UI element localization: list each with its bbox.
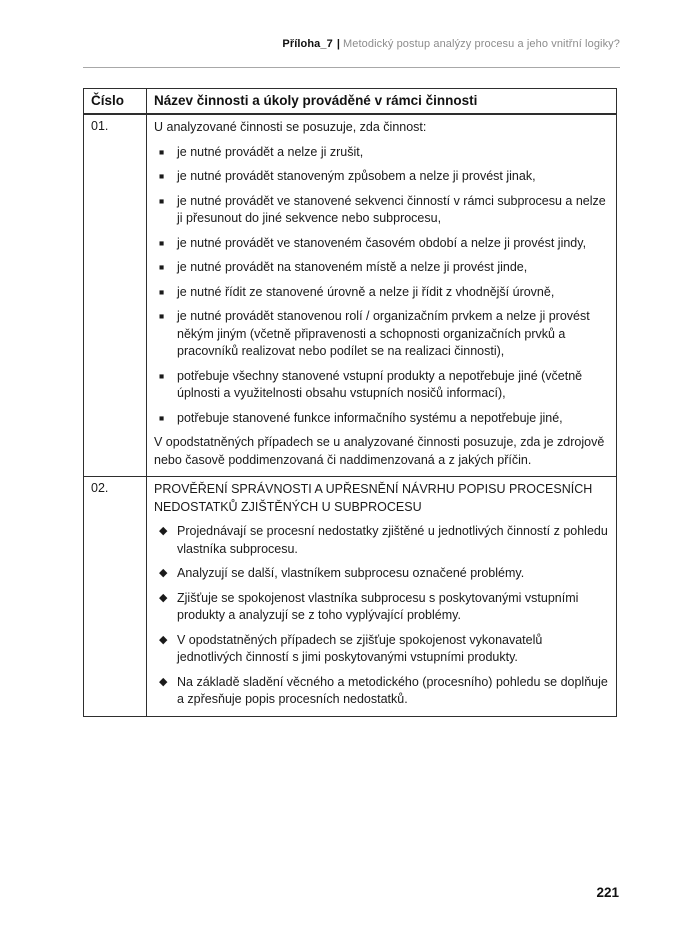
header-title: Metodický postup analýzy procesu a jeho vnitřní logiky? [343,38,620,50]
list-item [154,308,608,361]
list-item [154,674,608,709]
activities-table [83,88,617,717]
list-item-text: Projednávají se procesní nedostatky zjištěné u jednotlivých činností z pohledu vlastníka subprocesu. [177,524,608,556]
table-row [84,114,617,477]
row-number: 01. [84,114,147,477]
list-item [154,523,608,558]
list-item [154,284,608,302]
list-item [154,410,608,428]
list-item-text: je nutné provádět a nelze ji zrušit, [177,144,364,159]
table-header-row [84,89,617,115]
list-item [154,193,608,228]
diamond-bullet-icon: ◆ [159,675,168,688]
list-item [154,259,608,277]
list-item-text: je nutné provádět stanovenou rolí / organizačním prvkem a nelze ji provést někým jiným (včetně připravenosti a schopnosti organizačních prvků a pracovníků realizovat nebo podílet se na realizaci činnosti), [177,309,590,358]
list-item-text: V opodstatněných případech se zjišťuje spokojenost vykonavatelů jednotlivých činností s jimi poskytovanými vstupními produkty. [177,632,543,664]
list-item [154,368,608,403]
list-item-text: Zjišťuje se spokojenost vlastníka subprocesu s poskytovanými vstupními produkty a analyzují se z toho vyplývající problémy. [177,590,579,622]
list-item [154,235,608,253]
square-bullet-icon: ■ [159,370,165,381]
row-content [147,477,617,717]
list-item [154,168,608,186]
list-item-text: je nutné provádět stanoveným způsobem a nelze ji provést jinak, [177,169,536,183]
header-rule [83,67,620,68]
list-item-text: je nutné provádět na stanoveném místě a nelze ji provést jinde, [177,260,528,274]
square-bullet-icon: ■ [159,237,165,248]
diamond-bullet-icon: ◆ [159,591,168,604]
row-number: 02. [84,477,147,717]
list-item-text: je nutné řídit ze stanovené úrovně a nelze ji řídit z vhodnější úrovně, [177,284,555,299]
row-content [147,114,617,477]
square-bullet-icon: ■ [159,146,165,157]
column-header-number: Číslo [84,89,147,115]
square-bullet-icon: ■ [159,262,165,272]
list-item-text: potřebuje všechny stanovené vstupní produkty a nepotřebuje jiné (včetně úplnosti a využitelnosti obsahu vstupních nosičů informací), [177,368,583,400]
list-item-text: potřebuje stanovené funkce informačního systému a nepotřebuje jiné, [177,410,563,425]
list-item-text: je nutné provádět ve stanovené sekvenci činností v rámci subprocesu a nelze ji přesunout do jiné sekvence nebo subprocesu, [177,193,606,225]
row-intro-text: U analyzované činnosti se posuzuje, zda činnost: [154,120,427,134]
table-body [84,114,617,716]
bullet-list [154,144,608,428]
row-intro-text: PROVĚŘENÍ SPRÁVNOSTI A UPŘESNĚNÍ NÁVRHU POPISU PROCESNÍCH NEDOSTATKŮ ZJIŠTĚNÝCH U SUBPROCESU [154,482,593,514]
table-head [84,89,617,115]
row-outro-text: V opodstatněných případech se u analyzované činnosti posuzuje, zda je zdrojově nebo časově poddimenzovaná či naddimenzovaná a z jakých příčin. [154,435,605,467]
list-item [154,565,608,583]
appendix-label: Příloha_7 [282,38,333,50]
square-bullet-icon: ■ [159,195,165,206]
list-item [154,590,608,625]
page-number: 221 [596,885,619,900]
list-item [154,144,608,162]
running-header [282,38,620,50]
table-row [84,477,617,717]
diamond-bullet-icon: ◆ [159,567,168,579]
square-bullet-icon: ■ [159,171,165,181]
square-bullet-icon: ■ [159,412,165,423]
square-bullet-icon: ■ [159,286,165,297]
column-header-description: Název činnosti a úkoly prováděné v rámci činnosti [147,89,617,115]
list-item-text: je nutné provádět ve stanoveném časovém období a nelze ji provést jindy, [177,235,587,250]
header-separator: | [336,38,341,50]
list-item-text: Na základě sladění věcného a metodického (procesního) pohledu se doplňuje a zpřesňuje popis procesních nedostatků. [177,674,608,706]
diamond-bullet-icon: ◆ [159,633,168,646]
list-item-text: Analyzují se další, vlastníkem subprocesu označené problémy. [177,566,525,580]
list-item [154,632,608,667]
square-bullet-icon: ■ [159,311,165,321]
bullet-list [154,523,608,709]
diamond-bullet-icon: ◆ [159,525,168,537]
